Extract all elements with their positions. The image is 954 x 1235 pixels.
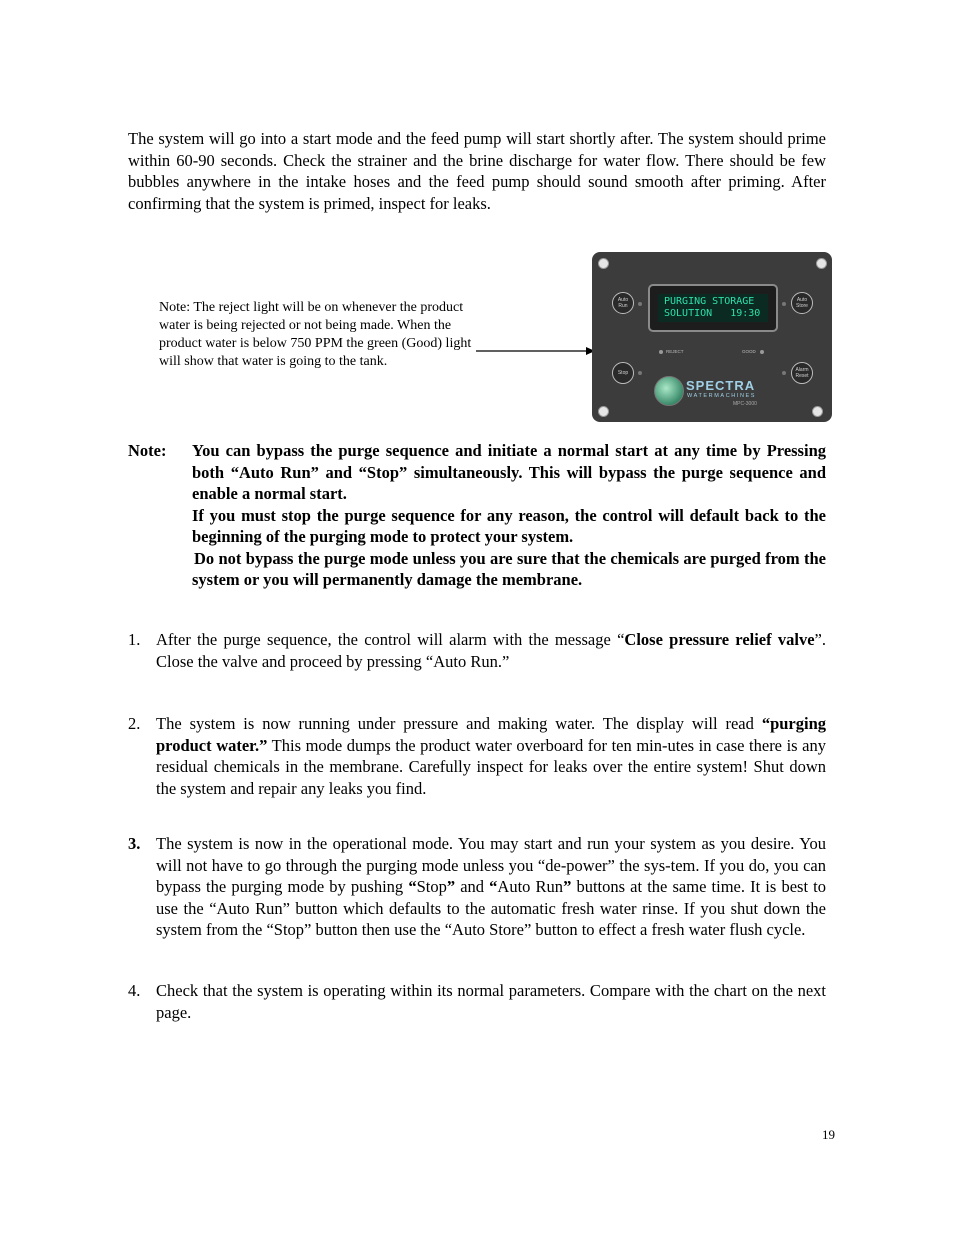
note-line-2: If you must stop the purge sequence for any reason, the control will default back to the beginning of the purging mode to protect your system. (192, 505, 826, 546)
led-indicator (782, 371, 786, 375)
auto-store-button: Auto Store (791, 292, 813, 314)
quote-mark: “ (489, 877, 498, 896)
spectra-logo-icon (654, 376, 684, 406)
reject-led (659, 350, 663, 354)
note-line-3: Do not bypass the purge mode unless you are sure that the chemicals are purged from the system or you will permanently damage the membrane. (192, 548, 826, 589)
stop-ref: Stop (416, 877, 447, 896)
list-item-text-part: This mode dumps the product water overboard for ten min-utes in case there is any residual chemicals in the membrane. Carefully inspect for leaks over the entire system! Shut down the system and repair any leaks you find. (156, 735, 826, 798)
note-line-1: You can bypass the purge sequence and initiate a normal start at any time by Pressing both “Auto Run” and “Stop” simultaneously. This will bypass the purge sequence and enable a normal start. (192, 441, 826, 503)
model-label: MPC-3000 (733, 401, 757, 407)
lcd-line-1: PURGING STORAGE (664, 296, 755, 307)
list-item-number: 2. (128, 714, 141, 733)
quote-mark: ” (563, 877, 572, 896)
lcd-frame (648, 284, 778, 332)
auto-run-button: Auto Run (612, 292, 634, 314)
stop-button: Stop (612, 362, 634, 384)
lcd-display (658, 294, 768, 322)
list-item-text (156, 833, 826, 941)
good-label: GOOD (742, 349, 756, 354)
list-item-text-part: The system is now running under pressure and making water. The display will read (156, 714, 762, 733)
list-item-text-part: buttons at the same time. It is best to use the “Auto Run” button which defaults to the automatic fresh water rinse. If you shut down the system from the “Stop” button then use the “Auto Store” button to effect a fresh water flush cycle. (156, 877, 826, 939)
reject-label: REJECT (666, 349, 684, 354)
list-item-text-part: The system is now in the operational mode. You may start and run your system as you desire. You will not have to go through the purging mode unless you “de-power” the sys-tem. If you do, you can bypass the purging mode by pushing (156, 834, 826, 896)
quote-mark: ” (446, 877, 456, 896)
list-item-text-part: ”. Close the valve and proceed by pressing “Auto Run.” (156, 630, 826, 671)
note-label: Note: (128, 441, 167, 460)
good-led (760, 350, 764, 354)
list-item-number: 4. (128, 981, 141, 1000)
led-indicator (782, 302, 786, 306)
callout-arrow (476, 343, 596, 359)
led-indicator (638, 371, 642, 375)
led-indicator (638, 302, 642, 306)
panel-screw (598, 406, 609, 417)
list-item-text (156, 629, 826, 672)
brand-name: SPECTRA (686, 378, 756, 393)
panel-screw (816, 258, 827, 269)
list-item-number: 3. (128, 834, 141, 853)
list-item-number: 1. (128, 630, 141, 649)
panel-screw (598, 258, 609, 269)
auto-run-ref: Auto Run (497, 877, 564, 896)
close-valve-message: Close pressure relief valve (624, 630, 815, 649)
intro-paragraph: The system will go into a start mode and the feed pump will start shortly after. The system should prime within 60-90 seconds. Check the strainer and the brine discharge for water flow. There should be few bubbles anywhere in the intake hoses and the feed pump should sound smooth after priming. After confirming that the system is primed, inspect for leaks. (128, 129, 826, 213)
panel-screw (812, 406, 823, 417)
control-panel-photo (592, 252, 832, 422)
page-number: 19 (822, 1127, 835, 1142)
quote-mark: “ (408, 877, 417, 896)
purging-message: “purging product water.” (156, 714, 826, 755)
list-item-text-part: After the purge sequence, the control will alarm with the message “ (156, 630, 625, 649)
note-body (192, 440, 826, 591)
alarm-reset-button: Alarm Reset (791, 362, 813, 384)
reject-light-callout: Note: The reject light will be on whenever the product water is being rejected or not being made. When the product water is below 750 PPM the green (Good) light will show that water is going to the tank. (159, 300, 472, 369)
list-item-text: Check that the system is operating within its normal parameters. Compare with the chart on the next page. (156, 981, 826, 1022)
brand-subtitle: WATERMACHINES (687, 393, 757, 399)
list-item-text-part: and (455, 877, 490, 896)
lcd-line-2: SOLUTION 19:30 (664, 308, 761, 319)
list-item-text (156, 713, 826, 799)
